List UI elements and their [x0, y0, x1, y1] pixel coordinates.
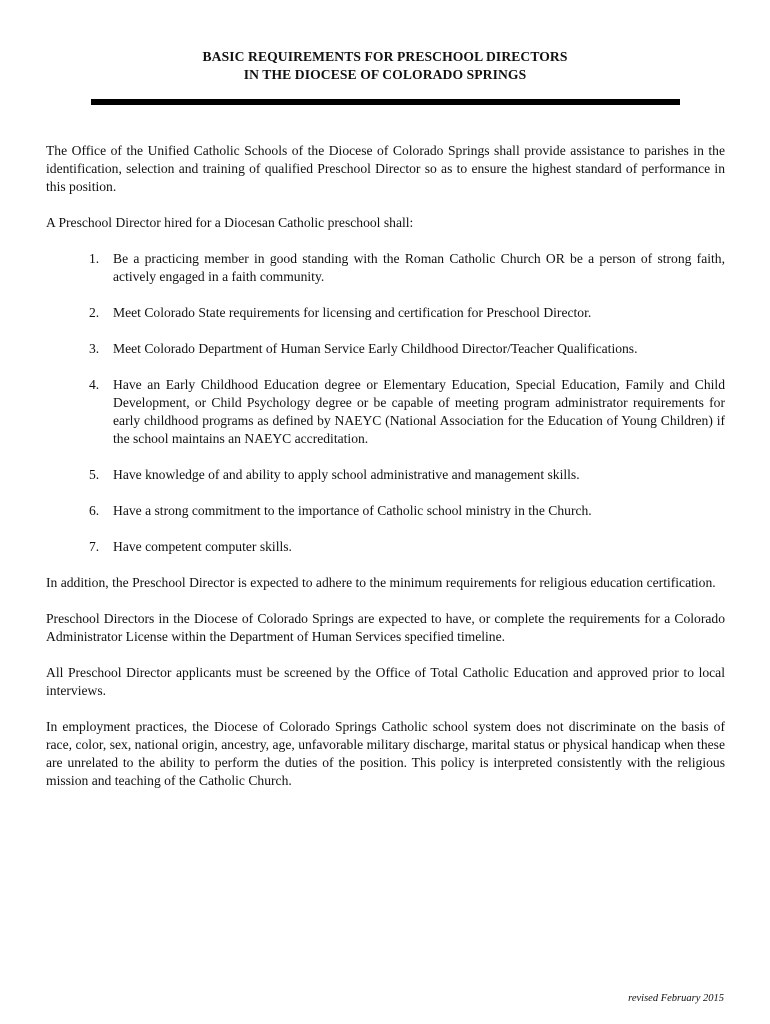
document-title [0, 48, 770, 84]
list-item-text: Have an Early Childhood Education degree or Elementary Education, Special Education, Family and Child Development, or Child Psychology degree or be capable of meeting program administrator requirements for early childhood programs as defined by NAEYC (National Association for the Education of Young Children) if the school maintains an NAEYC accreditation. [113, 377, 725, 446]
screening-paragraph: All Preschool Director applicants must be screened by the Office of Total Catholic Education and approved prior to local interviews. [46, 665, 725, 698]
religious-education-paragraph: In addition, the Preschool Director is expected to adhere to the minimum requirements for religious education certification. [46, 575, 716, 590]
administrator-license-paragraph: Preschool Directors in the Diocese of Colorado Springs are expected to have, or complete the requirements for a Colorado Administrator License within the Department of Human Services specified timeline. [46, 611, 725, 644]
list-item-text: Meet Colorado Department of Human Service Early Childhood Director/Teacher Qualifications. [113, 341, 638, 356]
intro-paragraph: The Office of the Unified Catholic Schools of the Diocese of Colorado Springs shall provide assistance to parishes in the identification, selection and training of qualified Preschool Director so as to ensure the highest standard of performance in this position. [46, 143, 725, 194]
revision-note: revised February 2015 [628, 993, 724, 1004]
title-divider [91, 99, 680, 105]
list-item-number: 1. [89, 251, 100, 266]
list-item-number: 3. [89, 341, 100, 356]
document-body [46, 142, 725, 808]
nondiscrimination-paragraph: In employment practices, the Diocese of Colorado Springs Catholic school system does not discriminate on the basis of race, color, sex, national origin, ancestry, age, unfavorable military discharge, marital status or physical handicap when these are unrelated to the ability to perform the duties of the position. This policy is interpreted consistently with the religious mission and teaching of the Catholic Church. [46, 719, 725, 788]
list-item-text: Have competent computer skills. [113, 539, 292, 554]
list-item-number: 5. [89, 467, 100, 482]
title-line-2: IN THE DIOCESE OF COLORADO SPRINGS [243, 67, 527, 82]
list-item-text: Be a practicing member in good standing with the Roman Catholic Church OR be a person of strong faith, actively engaged in a faith community. [113, 251, 725, 284]
list-item-text: Have knowledge of and ability to apply school administrative and management skills. [113, 467, 580, 482]
list-item [46, 502, 725, 520]
list-item-number: 4. [89, 377, 100, 392]
title-line-1: BASIC REQUIREMENTS FOR PRESCHOOL DIRECTORS [202, 49, 568, 64]
list-item-text: Meet Colorado State requirements for licensing and certification for Preschool Director. [113, 305, 592, 320]
list-item-text: Have a strong commitment to the importance of Catholic school ministry in the Church. [113, 503, 592, 518]
list-item [46, 538, 725, 556]
list-item [46, 466, 725, 484]
list-item-number: 2. [89, 305, 100, 320]
list-item-number: 7. [89, 539, 100, 554]
list-item [46, 340, 725, 358]
list-item [46, 250, 725, 286]
list-item-number: 6. [89, 503, 100, 518]
list-item [46, 376, 725, 448]
intro-lead-in: A Preschool Director hired for a Diocesan Catholic preschool shall: [46, 215, 414, 230]
requirements-list [46, 250, 725, 556]
list-item [46, 304, 725, 322]
